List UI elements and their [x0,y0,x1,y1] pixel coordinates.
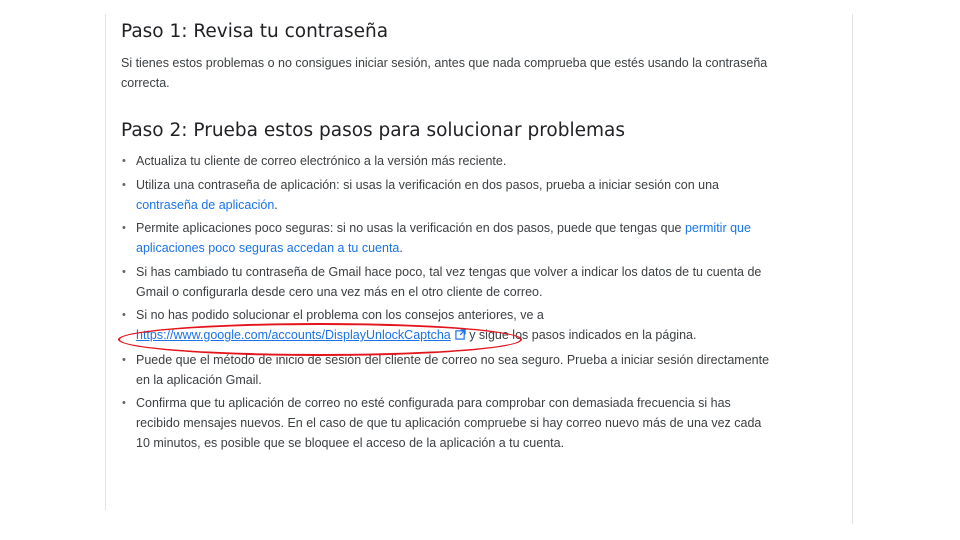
list-item [121,175,771,215]
step-text: Confirma que tu aplicación de correo no esté configurada para comprobar con demasiada frecuencia si has recibido mensajes nuevos. En el caso de que tu aplicación compruebe si hay correo nuevo más de una vez cada 10 minutos, es posible que se bloquee el acceso de la aplicación a tu cuenta. [136,396,762,450]
troubleshooting-steps-list [121,151,771,457]
app-password-link[interactable]: contraseña de aplicación [136,197,275,212]
unlock-captcha-link[interactable]: https://www.google.com/accounts/DisplayUnlockCaptcha [136,328,451,342]
less-secure-apps-link[interactable]: permitir que aplicaciones poco seguras accedan a tu cuenta [136,221,751,255]
list-item [121,393,771,453]
list-item [121,350,771,390]
list-item [121,305,771,346]
step-text: Actualiza tu cliente de correo electrónico a la versión más reciente. [136,154,507,168]
section1-text: Si tienes estos problemas o no consigues iniciar sesión, antes que nada comprueba que estés usando la contraseña correcta. [121,56,768,90]
list-item [121,151,771,171]
step-text: Si has cambiado tu contraseña de Gmail hace poco, tal vez tengas que volver a indicar los datos de tu cuenta de Gmail o configurarla desde cero una vez más en el otro cliente de correo. [136,264,762,299]
content-left-divider [105,14,106,510]
list-item [121,262,771,302]
step-text-end: . [274,197,278,212]
step-text: Permite aplicaciones poco seguras: si no usas la verificación en dos pasos, puede que tengas que [136,221,685,235]
content-right-divider [852,14,853,524]
step-text: Utiliza una contraseña de aplicación: si usas la verificación en dos pasos, prueba a iniciar sesión con una [136,177,719,192]
external-link-icon[interactable] [455,326,466,346]
step-text-end: y sigue los pasos indicados en la página. [465,328,697,342]
section2-heading: Paso 2: Prueba estos pasos para solucionar problemas [121,120,625,141]
list-item [121,218,771,258]
section1-heading: Paso 1: Revisa tu contraseña [121,21,389,42]
step-text: Puede que el método de inicio de sesión del cliente de correo no sea seguro. Prueba a iniciar sesión directamente en la aplicación Gmail. [136,352,770,387]
step-text: Si no has podido solucionar el problema con los consejos anteriores, ve a [136,308,544,322]
step-text-end: . [399,241,403,255]
